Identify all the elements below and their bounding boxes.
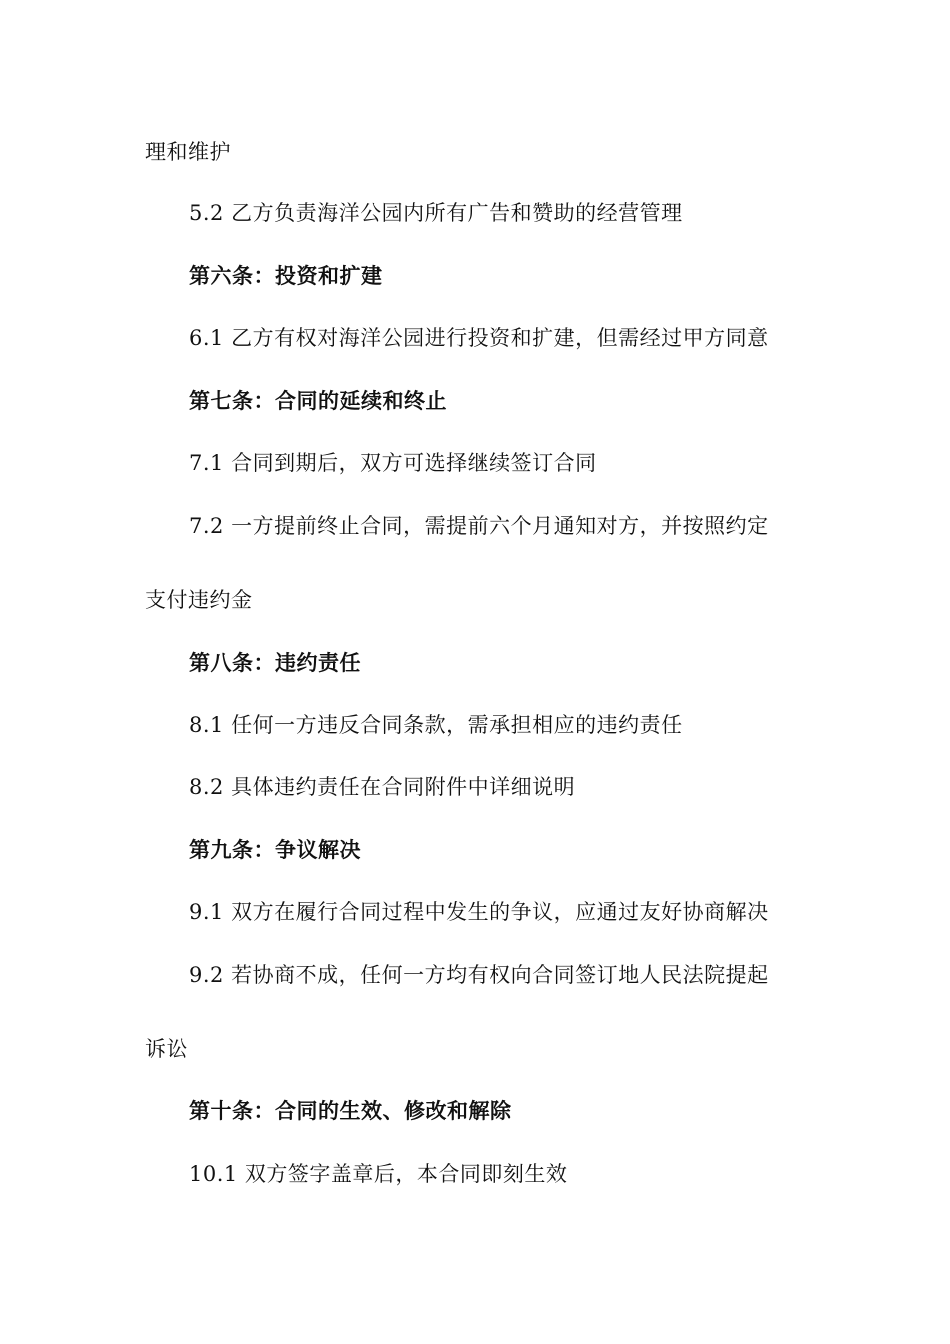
article-7-heading: 第七条：合同的延续和终止 <box>189 389 447 413</box>
paragraph-continuation: 诉讼 <box>145 1037 188 1061</box>
clause-8-2: 8.2 具体违约责任在合同附件中详细说明 <box>189 775 576 799</box>
clause-5-2: 5.2 乙方负责海洋公园内所有广告和赞助的经营管理 <box>189 201 683 225</box>
clause-8-1: 8.1 任何一方违反合同条款，需承担相应的违约责任 <box>189 713 683 737</box>
article-10-heading: 第十条：合同的生效、修改和解除 <box>189 1099 512 1123</box>
article-8-heading: 第八条：违约责任 <box>189 651 361 675</box>
clause-7-2: 7.2 一方提前终止合同，需提前六个月通知对方，并按照约定 <box>189 514 769 538</box>
clause-6-1: 6.1 乙方有权对海洋公园进行投资和扩建，但需经过甲方同意 <box>189 326 769 350</box>
paragraph-continuation: 理和维护 <box>145 140 231 164</box>
paragraph-continuation: 支付违约金 <box>145 588 253 612</box>
clause-9-2: 9.2 若协商不成，任何一方均有权向合同签订地人民法院提起 <box>189 963 769 987</box>
clause-10-1: 10.1 双方签字盖章后，本合同即刻生效 <box>189 1162 568 1186</box>
clause-9-1: 9.1 双方在履行合同过程中发生的争议，应通过友好协商解决 <box>189 900 769 924</box>
article-6-heading: 第六条：投资和扩建 <box>189 264 383 288</box>
article-9-heading: 第九条：争议解决 <box>189 838 361 862</box>
clause-7-1: 7.1 合同到期后，双方可选择继续签订合同 <box>189 451 597 475</box>
